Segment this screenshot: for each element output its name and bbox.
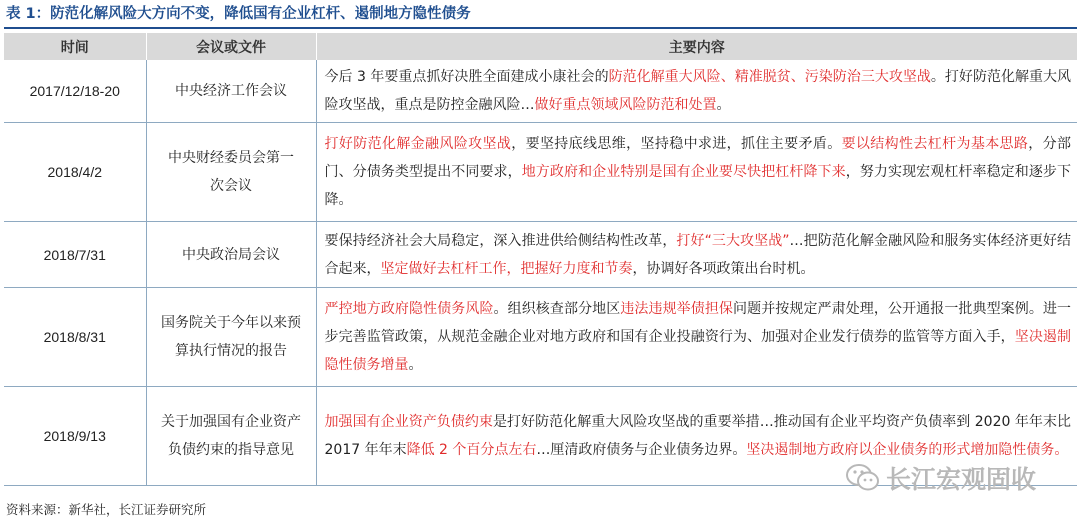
- highlight-text: 违法违规举债担保: [620, 301, 734, 317]
- row-meeting: 中央经济工作会议: [146, 60, 316, 123]
- table-row: [4, 222, 1077, 288]
- row-content: [316, 60, 1077, 123]
- header-date: 时间: [4, 33, 146, 60]
- row-date: 2018/9/13: [4, 387, 146, 486]
- watermark-text: 长江宏观固收: [886, 465, 1037, 494]
- highlight-text: 坚决遏制隐性债务增量: [324, 329, 1072, 373]
- row-meeting: 关于加强国有企业资产负债约束的指导意见: [146, 387, 316, 486]
- row-meeting: 中央政治局会议: [146, 222, 316, 288]
- highlight-text: 严控地方政府隐性债务风险: [324, 301, 494, 317]
- row-meeting: 中央财经委员会第一次会议: [146, 123, 316, 222]
- header-row: [4, 33, 1077, 60]
- row-content: [316, 123, 1077, 222]
- title-rule: [4, 27, 1077, 29]
- row-meeting: 国务院关于今年以来预算执行情况的报告: [146, 288, 316, 387]
- header-content: 主要内容: [316, 33, 1077, 60]
- body-text: …厘清政府债务与企业债务边界。: [536, 442, 747, 458]
- table-row: [4, 123, 1077, 222]
- row-date: 2018/7/31: [4, 222, 146, 288]
- row-date: 2018/8/31: [4, 288, 146, 387]
- highlight-text: 打好“三大攻坚战”: [676, 232, 790, 249]
- body-text: 。: [716, 97, 731, 113]
- highlight-text: 打好防范化解金融风险攻坚战: [324, 136, 512, 152]
- body-text: ，协调好各项政策出台时机。: [632, 260, 815, 277]
- body-text: 。组织核查部分地区: [493, 301, 621, 317]
- row-date: 2018/4/2: [4, 123, 146, 222]
- body-text: ，努力实现宏观杠杆率稳定和逐步下降。: [324, 164, 1072, 208]
- body-text: 今后 3 年要重点抓好决胜全面建成小康社会的: [324, 69, 609, 85]
- body-text: 是打好防范化解重大风险攻坚战的重要举措…推动国有企业平均资产负债率到 2020 年年末比 2017 年年末: [324, 414, 1072, 458]
- policy-table: [4, 33, 1077, 486]
- highlight-text: 加强国有企业资产负债约束: [324, 414, 493, 430]
- body-text: …把防范化解金融风险和服务实体经济更好结合起来，: [324, 232, 1072, 277]
- header-meeting: 会议或文件: [146, 33, 316, 60]
- highlight-text: 坚决遏制地方政府以企业债务的形式增加隐性债务。: [746, 442, 1069, 458]
- highlight-text: 地方政府和企业特别是国有企业要尽快把杠杆降下来: [521, 164, 846, 180]
- highlight-text: 要以结构性去杠杆为基本思路: [841, 136, 1029, 152]
- body-text: ，要坚持底线思维，坚持稳中求进，抓住主要矛盾。: [511, 136, 842, 152]
- body-text: 问题并按规定严肃处理，公开通报一批典型案例。进一步完善监管政策，从规范金融企业对地方政府和国有企业投融资行为、加强对企业发行债券的监管等方面入手，: [324, 301, 1072, 345]
- source-note: 资料来源：新华社，长江证券研究所: [6, 502, 207, 517]
- table-row: [4, 60, 1077, 123]
- table-row: [4, 288, 1077, 387]
- highlight-text: 防范化解重大风险、精准脱贫、污染防治三大攻坚战: [608, 69, 931, 85]
- body-text: 。: [408, 357, 423, 373]
- body-text: 要保持经济社会大局稳定，深入推进供给侧结构性改革，: [324, 232, 677, 249]
- wechat-icon: [846, 463, 880, 493]
- body-text: ，分部门、分债务类型提出不同要求，: [324, 136, 1072, 180]
- table-title: 表 1：防范化解风险大方向不变，降低国有企业杠杆、遏制地方隐性债务: [6, 6, 471, 22]
- row-content: [316, 288, 1077, 387]
- row-content: [316, 222, 1077, 288]
- highlight-text: 降低 2 个百分点左右: [406, 442, 537, 458]
- watermark: [846, 458, 1036, 498]
- body-text: 。打好防范化解重大风险攻坚战，重点是防控金融风险…: [324, 69, 1072, 113]
- highlight-text: 坚定做好去杠杆工作，把握好力度和节奏: [380, 260, 633, 277]
- highlight-text: 做好重点领域风险防范和处置: [534, 97, 717, 113]
- row-date: 2017/12/18-20: [4, 60, 146, 123]
